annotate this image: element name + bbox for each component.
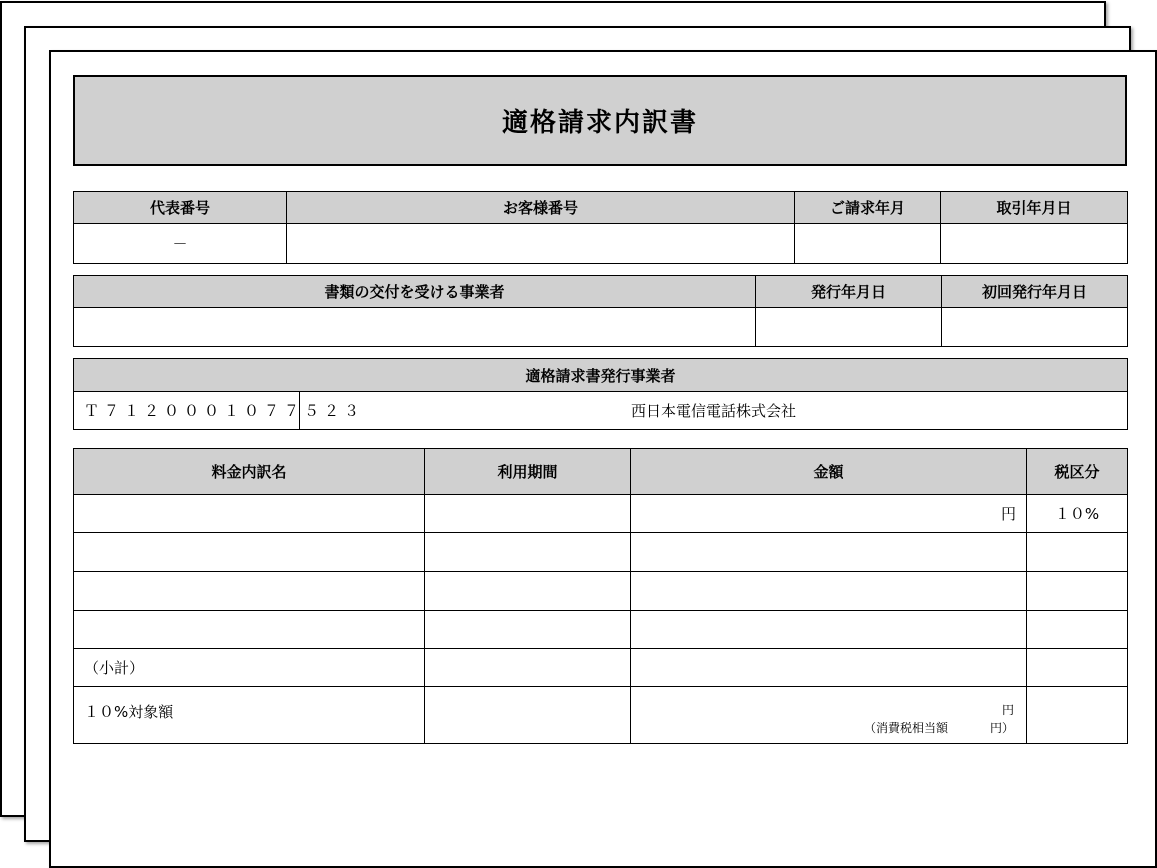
table-row: [74, 611, 1128, 649]
usage-period-cell: [425, 649, 631, 687]
target-amount-label: １０%対象額: [74, 687, 425, 744]
representative-number-label: 代表番号: [74, 192, 287, 224]
tax-note-unit: 円）: [989, 721, 1014, 735]
tax-category-cell: [1027, 533, 1128, 572]
header-table-1: [73, 191, 1128, 264]
header-table-2: [73, 275, 1128, 347]
target-amount-unit: 円: [1001, 703, 1014, 717]
amount-label: 金額: [631, 449, 1027, 495]
document-title-box: [73, 75, 1127, 166]
charge-item-cell: [74, 495, 425, 533]
recipient-business-label: 書類の交付を受ける事業者: [74, 276, 756, 308]
amount-cell: [631, 649, 1027, 687]
tax-category-cell: [1027, 611, 1128, 649]
issuer-label: 適格請求書発行事業者: [74, 359, 1128, 392]
tax-category-cell: [1027, 649, 1128, 687]
customer-number-label: お客様番号: [287, 192, 795, 224]
amount-cell: [631, 611, 1027, 649]
amount-cell: [631, 533, 1027, 572]
charge-item-cell: [74, 611, 425, 649]
billing-month-value: [795, 224, 941, 264]
charge-item-cell: [74, 533, 425, 572]
tax-rate: １０%: [1027, 495, 1128, 533]
tax-category-label: 税区分: [1027, 449, 1128, 495]
table-row: [74, 572, 1128, 611]
tax-note: [864, 719, 1014, 736]
target-amount-row: [74, 687, 1128, 744]
charge-item-cell: [74, 572, 425, 611]
amount-cell: [631, 572, 1027, 611]
usage-period-cell: [425, 687, 631, 744]
first-issue-date-label: 初回発行年月日: [942, 276, 1128, 308]
document-title: 適格請求内訳書: [501, 108, 698, 138]
tax-note-label: （消費税相当額: [863, 721, 948, 735]
details-table: [73, 448, 1128, 744]
usage-period-label: 利用期間: [425, 449, 631, 495]
subtotal-row: [74, 649, 1128, 687]
issue-date-label: 発行年月日: [756, 276, 942, 308]
charge-item-label: 料金内訳名: [74, 449, 425, 495]
issuer-name: 西日本電信電話株式会社: [300, 392, 1128, 430]
usage-period-cell: [425, 533, 631, 572]
customer-number-value: [287, 224, 795, 264]
transaction-date-label: 取引年月日: [941, 192, 1128, 224]
registration-number: Ｔ７１２０００１０７７５２３: [74, 392, 300, 430]
representative-number-value: －: [74, 224, 287, 264]
recipient-business-value: [74, 308, 756, 347]
first-issue-date-value: [942, 308, 1128, 347]
amount-unit: 円: [631, 495, 1027, 533]
tax-category-cell: [1027, 687, 1128, 744]
usage-period-cell: [425, 572, 631, 611]
usage-period-cell: [425, 495, 631, 533]
table-row: [74, 495, 1128, 533]
subtotal-label: （小計）: [74, 649, 425, 687]
tax-category-cell: [1027, 572, 1128, 611]
issuer-table: [73, 358, 1128, 430]
table-row: [74, 533, 1128, 572]
target-amount-cell: [631, 687, 1027, 744]
billing-month-label: ご請求年月: [795, 192, 941, 224]
issue-date-value: [756, 308, 942, 347]
transaction-date-value: [941, 224, 1128, 264]
usage-period-cell: [425, 611, 631, 649]
